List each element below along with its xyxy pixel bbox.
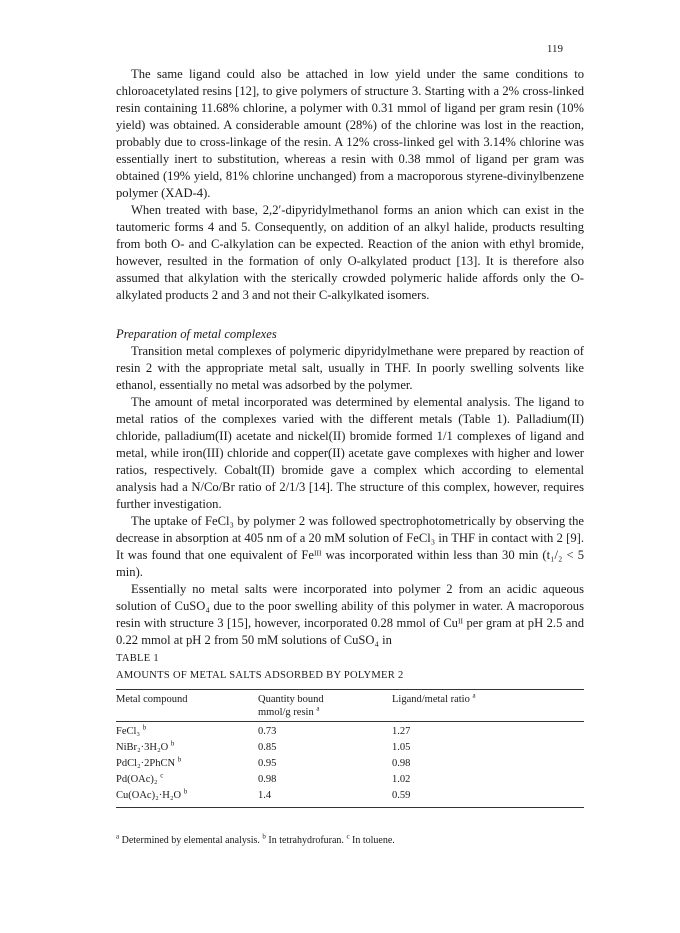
paragraph: When treated with base, 2,2′-dipyridylmethanol forms an anion which can exist in the tautomeric forms 4 and 5. Consequently, on addition of an alkyl halide, products resulting from both O- and C-alkylation can be expected. Reaction of the anion with ethyl bromide, however, resulted in the formation of only O-alkylated product [13]. It is therefore also assumed that alkylation with the sterically crowded polymeric halide affords only the O-alkylated products 2 and 3 and not their C-alkylkated isomers. [116,203,584,302]
cell-quantity: 0.73 [258,726,277,737]
cell-ratio: 1.05 [392,742,411,753]
body-text [116,66,584,649]
table-row [116,788,584,804]
table-1 [116,652,584,847]
cell-ratio: 0.59 [392,790,411,801]
cell-ratio: 1.02 [392,774,411,785]
section-heading: Preparation of metal complexes [116,327,277,341]
footnote-text: Determined by elemental analysis. [121,835,260,846]
table-header-row [116,690,584,722]
page-number: 119 [546,43,563,55]
paragraph: Essentially no metal salts were incorporated into polymer 2 from an acidic aqueous solution of CuSO₄ due to the poor swelling ability of this polymer in water. A macroporous resin with structure 3 [15], however, incorporated 0.28 mmol of Cuᴵᴵ per gram at pH 2.5 and 0.22 mmol at pH 2 from 50 mM solutions of CuSO₄ in [116,582,584,647]
paragraph: The amount of metal incorporated was determined by elemental analysis. The ligand to metal ratios of the complexes varied with the different metals (Table 1). Palladium(II) chloride, palladium(II) acetate and nickel(II) bromide formed 1/1 complexes of ligand and metal, while iron(III) chloride and copper(II) acetate gave complexes with higher and lower ratios, respectively. Cobalt(II) bromide gave a complex which according to elemental analysis had a N/Co/Br ratio of 2/1/3 [14]. The structure of this complex, however, requires further investigation. [116,395,584,511]
cell-ratio: 1.27 [392,726,411,737]
header-quantity-line2: mmol/g resin [258,707,314,718]
footnote-mark: b [183,787,188,796]
header-ligand-metal-ratio [392,693,552,719]
paragraph: The uptake of FeCl₃ by polymer 2 was followed spectrophotometrically by observing the decrease in absorption at 405 nm of a 20 mM solution of FeCl₃ in THF in contact with 2 [9]. It was found that one equivalent of Feᴵᴵᴵ was incorporated within less than 30 min (t₁/₂ < 5 min). [116,514,584,579]
footnote-text: In tetrahydrofuran. [268,835,344,846]
footnote-mark: c [160,771,164,780]
cell-quantity: 0.95 [258,758,277,769]
cell-compound: Pd(OAc)₂ $^c$ [116,771,164,785]
data-table [116,689,584,808]
table-label: TABLE 1 [116,653,159,664]
table-title: AMOUNTS OF METAL SALTS ADSORBED BY POLYMER 2 [116,670,404,681]
table-row [116,772,584,788]
footnote-mark: b [177,755,182,764]
header-quantity-line1: Quantity bound [258,694,324,705]
header-ratio-text: Ligand/metal ratio [392,694,470,705]
table-footnotes [116,834,584,847]
cell-ratio: 0.98 [392,758,411,769]
footnote-mark: a [116,832,120,841]
footnote-mark: a [472,691,476,700]
cell-compound: NiBr₂·3H₂O $^b$ [116,739,175,753]
footnote-mark: c [346,832,350,841]
table-row [116,756,584,772]
cell-quantity: 0.98 [258,774,277,785]
cell-quantity: 0.85 [258,742,277,753]
table-row [116,724,584,740]
footnote-mark: a [316,704,320,713]
footnote-mark: b [170,739,175,748]
footnote-mark: b [262,832,266,841]
paragraph: The same ligand could also be attached in low yield under the same conditions to chloroacetylated resins [12], to give polymers of structure 3. Starting with a 2% cross-linked resin containing 11.68% chlorine, a polymer with 0.31 mmol of ligand per gram resin (10% yield) was obtained. A considerable amount (28%) of the chlorine was lost in the reaction, probably due to cross-linkage of the resin. A 12% cross-linked gel with 3.14% chlorine was essentially inert to substitution, whereas a resin with 0.38 mmol of ligand per gram was obtained (19% yield, 81% chlorine unchanged) from a macroporous styrene-divinylbenzene polymer (XAD-4). [116,67,584,200]
table-row [116,740,584,756]
paragraph: Transition metal complexes of polymeric dipyridylmethane were prepared by reaction of resin 2 with the appropriate metal salt, usually in THF. In poorly swelling solvents like ethanol, essentially no metal was adsorbed by the polymer. [116,344,584,392]
cell-quantity: 1.4 [258,790,272,801]
header-metal-compound: Metal compound [116,694,188,705]
cell-compound: PdCl₂·2PhCN $^b$ [116,755,182,769]
header-quantity-bound [258,693,392,719]
cell-compound: FeCl₃ $^b$ [116,723,147,737]
footnote-text: In toluene. [352,835,395,846]
cell-compound: Cu(OAc)₂·H₂O $^b$ [116,787,188,801]
footnote-mark: b [142,723,147,732]
